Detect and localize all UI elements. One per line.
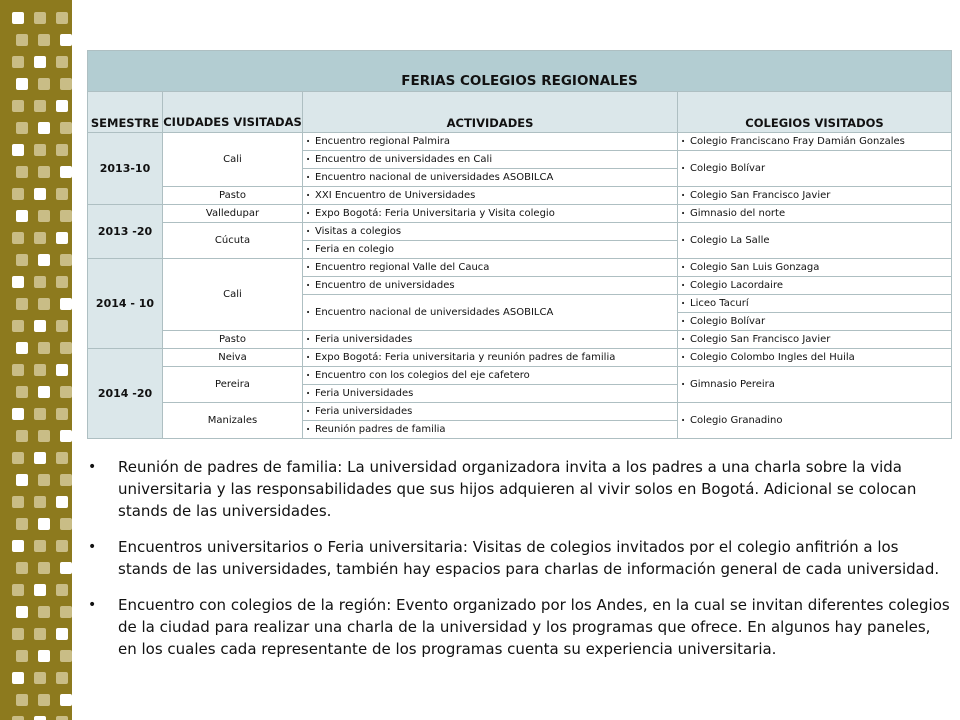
decorative-square xyxy=(16,386,28,398)
school-cell: • Gimnasio del norte xyxy=(678,205,952,223)
decorative-square xyxy=(34,276,46,288)
decorative-square xyxy=(38,78,50,90)
decorative-square xyxy=(12,584,24,596)
school-cell: • Colegio Bolívar xyxy=(678,313,952,331)
activity-cell: • Expo Bogotá: Feria Universitaria y Visita colegio xyxy=(303,205,678,223)
decorative-square xyxy=(56,12,68,24)
decorative-square xyxy=(38,650,50,662)
decorative-square xyxy=(16,78,28,90)
decorative-square xyxy=(38,694,50,706)
activity-cell: • Feria Universidades xyxy=(303,385,678,403)
decorative-square xyxy=(34,716,46,720)
activity-cell: • XXI Encuentro de Universidades xyxy=(303,187,678,205)
semester-cell: 2013 -20 xyxy=(88,205,163,259)
decorative-square xyxy=(34,364,46,376)
activity-cell: • Encuentro con los colegios del eje cafetero xyxy=(303,367,678,385)
decorative-square xyxy=(16,342,28,354)
decorative-square xyxy=(60,34,72,46)
decorative-square xyxy=(38,430,50,442)
activity-cell: • Reunión padres de familia xyxy=(303,421,678,439)
city-cell: Neiva xyxy=(163,349,303,367)
activity-cell: • Encuentro nacional de universidades ASOBILCA xyxy=(303,169,678,187)
decorative-square xyxy=(60,210,72,222)
activity-cell: • Feria universidades xyxy=(303,331,678,349)
decorative-square xyxy=(60,562,72,574)
decorative-square xyxy=(34,12,46,24)
city-cell: Pereira xyxy=(163,367,303,403)
decorative-square xyxy=(60,518,72,530)
activity-cell: • Encuentro regional Palmira xyxy=(303,133,678,151)
decorative-square xyxy=(60,78,72,90)
city-cell: Cali xyxy=(163,259,303,331)
school-cell: • Colegio Bolívar xyxy=(678,151,952,187)
decorative-square xyxy=(12,144,24,156)
decorative-square xyxy=(16,122,28,134)
decorative-square xyxy=(56,364,68,376)
decorative-square xyxy=(12,232,24,244)
ferias-table xyxy=(87,50,952,439)
activity-cell: • Encuentro regional Valle del Cauca xyxy=(303,259,678,277)
decorative-square xyxy=(34,320,46,332)
decorative-square xyxy=(38,166,50,178)
decorative-square xyxy=(12,364,24,376)
decorative-square xyxy=(56,716,68,720)
decorative-square xyxy=(56,496,68,508)
header-ciudades: CIUDADES VISITADAS xyxy=(163,92,303,133)
decorative-square xyxy=(56,144,68,156)
semester-cell: 2014 - 10 xyxy=(88,259,163,349)
activity-cell: • Feria en colegio xyxy=(303,241,678,259)
decorative-square xyxy=(16,650,28,662)
decorative-square xyxy=(56,540,68,552)
school-cell: • Colegio Franciscano Fray Damián Gonzales xyxy=(678,133,952,151)
decorative-square xyxy=(38,298,50,310)
decorative-square xyxy=(38,34,50,46)
decorative-square xyxy=(34,232,46,244)
decorative-sidebar xyxy=(0,0,72,720)
activity-cell: • Feria universidades xyxy=(303,403,678,421)
decorative-square xyxy=(12,188,24,200)
table-title: FERIAS COLEGIOS REGIONALES xyxy=(88,51,952,92)
decorative-square xyxy=(12,320,24,332)
bullet-list xyxy=(88,456,950,674)
decorative-square xyxy=(56,188,68,200)
activity-cell: • Encuentro de universidades en Cali xyxy=(303,151,678,169)
decorative-square xyxy=(12,672,24,684)
activity-cell: • Encuentro nacional de universidades ASOBILCA xyxy=(303,295,678,331)
decorative-square xyxy=(12,540,24,552)
decorative-square xyxy=(60,298,72,310)
decorative-square xyxy=(16,518,28,530)
decorative-square xyxy=(56,276,68,288)
decorative-square xyxy=(34,56,46,68)
decorative-square xyxy=(34,540,46,552)
decorative-square xyxy=(60,606,72,618)
school-cell: • Gimnasio Pereira xyxy=(678,367,952,403)
school-cell: • Colegio San Francisco Javier xyxy=(678,331,952,349)
decorative-square xyxy=(60,342,72,354)
bullet-item: • Encuentros universitarios o Feria universitaria: Visitas de colegios invitados por el colegio anfitrión a los stands de las universidades, también hay espacios para charlas de información general de cada universidad. xyxy=(88,536,950,580)
decorative-square xyxy=(60,386,72,398)
city-cell: Pasto xyxy=(163,331,303,349)
school-cell: • Colegio Lacordaire xyxy=(678,277,952,295)
decorative-square xyxy=(56,408,68,420)
school-cell: • Colegio San Luis Gonzaga xyxy=(678,259,952,277)
decorative-square xyxy=(34,672,46,684)
decorative-square xyxy=(56,584,68,596)
school-cell: • Colegio Granadino xyxy=(678,403,952,439)
decorative-square xyxy=(12,12,24,24)
decorative-square xyxy=(60,474,72,486)
decorative-square xyxy=(34,408,46,420)
school-cell: • Liceo Tacurí xyxy=(678,295,952,313)
decorative-square xyxy=(16,298,28,310)
decorative-square xyxy=(12,452,24,464)
decorative-square xyxy=(16,210,28,222)
decorative-square xyxy=(38,254,50,266)
activity-cell: • Expo Bogotá: Feria universitaria y reunión padres de familia xyxy=(303,349,678,367)
decorative-square xyxy=(38,606,50,618)
semester-cell: 2014 -20 xyxy=(88,349,163,439)
decorative-square xyxy=(38,518,50,530)
city-cell: Cúcuta xyxy=(163,223,303,259)
decorative-square xyxy=(38,210,50,222)
decorative-square xyxy=(12,716,24,720)
header-colegios: COLEGIOS VISITADOS xyxy=(678,92,952,133)
decorative-square xyxy=(34,188,46,200)
decorative-square xyxy=(16,254,28,266)
decorative-square xyxy=(12,628,24,640)
decorative-square xyxy=(16,166,28,178)
city-cell: Pasto xyxy=(163,187,303,205)
decorative-square xyxy=(16,694,28,706)
decorative-square xyxy=(38,474,50,486)
city-cell: Cali xyxy=(163,133,303,187)
school-cell: • Colegio La Salle xyxy=(678,223,952,259)
school-cell: • Colegio Colombo Ingles del Huila xyxy=(678,349,952,367)
decorative-square xyxy=(38,562,50,574)
decorative-square xyxy=(60,122,72,134)
decorative-square xyxy=(60,430,72,442)
decorative-square xyxy=(60,650,72,662)
decorative-square xyxy=(16,34,28,46)
decorative-square xyxy=(38,122,50,134)
city-cell: Manizales xyxy=(163,403,303,439)
decorative-square xyxy=(16,562,28,574)
decorative-square xyxy=(60,166,72,178)
decorative-square xyxy=(56,628,68,640)
activity-cell: • Visitas a colegios xyxy=(303,223,678,241)
decorative-square xyxy=(34,452,46,464)
decorative-square xyxy=(16,606,28,618)
school-cell: • Colegio San Francisco Javier xyxy=(678,187,952,205)
bullet-item: • Encuentro con colegios de la región: Evento organizado por los Andes, en la cual se invitan diferentes colegios de la ciudad para realizar una charla de la universidad y los programas que ofrece. En algunos hay paneles, en los cuales cada representante de los programas cuenta su experiencia universitaria. xyxy=(88,594,950,660)
decorative-square xyxy=(56,56,68,68)
decorative-square xyxy=(56,452,68,464)
decorative-square xyxy=(38,386,50,398)
decorative-square xyxy=(34,496,46,508)
decorative-square xyxy=(56,320,68,332)
decorative-square xyxy=(34,628,46,640)
activity-cell: • Encuentro de universidades xyxy=(303,277,678,295)
decorative-square xyxy=(12,496,24,508)
decorative-square xyxy=(12,276,24,288)
decorative-square xyxy=(60,694,72,706)
decorative-square xyxy=(56,672,68,684)
decorative-square xyxy=(12,100,24,112)
header-semestre: SEMESTRE xyxy=(88,92,163,133)
decorative-square xyxy=(16,474,28,486)
decorative-square xyxy=(16,430,28,442)
header-actividades: ACTIVIDADES xyxy=(303,92,678,133)
decorative-square xyxy=(12,56,24,68)
decorative-square xyxy=(60,254,72,266)
decorative-square xyxy=(34,144,46,156)
decorative-square xyxy=(34,584,46,596)
bullet-item: • Reunión de padres de familia: La universidad organizadora invita a los padres a una charla sobre la vida universitaria y las responsabilidades que sus hijos adquieren al vivir solos en Bogotá. Adicional se colocan stands de las universidades. xyxy=(88,456,950,522)
decorative-square xyxy=(12,408,24,420)
semester-cell: 2013-10 xyxy=(88,133,163,205)
city-cell: Valledupar xyxy=(163,205,303,223)
decorative-square xyxy=(38,342,50,354)
decorative-square xyxy=(56,100,68,112)
decorative-square xyxy=(56,232,68,244)
decorative-square xyxy=(34,100,46,112)
